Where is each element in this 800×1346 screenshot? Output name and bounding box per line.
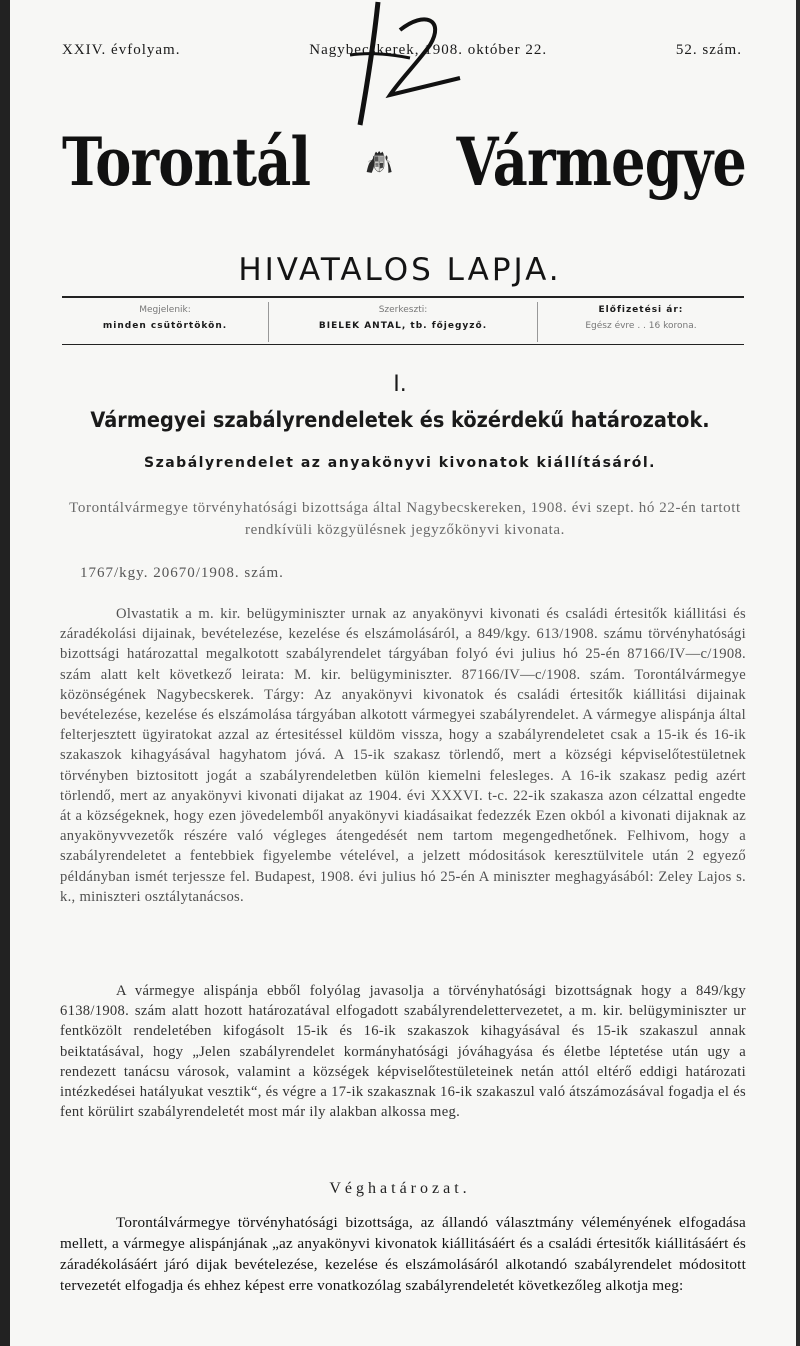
published-value: minden csütörtökön.	[102, 321, 228, 331]
editor-info	[268, 302, 537, 342]
masthead-subtitle: HIVATALOS LAPJA.	[238, 252, 562, 288]
final-decision-heading: Véghatározat.	[329, 1180, 471, 1197]
final-decision-paragraph: Torontálvármegye törvényhatósági bizottsága, az állandó választmány véleményének elfogadása mellett, a vármegye alispánjának „az anyakönyvi kivonatok kiállitásáért és a családi értesitők kiállitásáért és záradékolásáért járó dijak bevételezése, kezelése és elszámolásáról alkotandó szabályrendelet módositott tervezetét elfogadja és ehhez képest erre vonatkozólag szabályrendeletét következőleg alkotja meg:	[60, 1214, 746, 1294]
issue-number: 52. szám.	[675, 42, 742, 58]
article-subheading: Szabályrendelet az anyakönyvi kivonatok kiállításáról.	[144, 455, 656, 471]
editor-label: Szerkeszti:	[378, 305, 428, 315]
price-info	[537, 302, 744, 342]
price-value: Egész évre . . 16 korona.	[585, 321, 697, 331]
scan-edge-right	[796, 0, 800, 1346]
issue-info-line	[62, 42, 742, 59]
scan-edge-left	[0, 0, 10, 1346]
editor-value: BIELEK ANTAL, tb. főjegyző.	[318, 321, 488, 331]
header-rule-top	[62, 296, 744, 298]
meeting-intro: Torontálvármegye törvényhatósági bizottsága által Nagybecskereken, 1908. évi szept. hó 22-én tartott rendkívüli közgyülésnek jegyzőkönyvi kivonata.	[69, 500, 741, 538]
place-date: Nagybecskerek, 1908. október 22.	[309, 42, 548, 58]
proposal-paragraph: A vármegye alispánja ebből folyólag javasolja a törvényhatósági bizottságnak hogy a 849/kgy 6138/1908. szám alatt hozott határozatával elfogadott szabályrendelettervezetet, a m. kir. belügyminiszter ur fentközölt rendeletében kifogásolt 15-ik és 16-ik szakaszok kihagyásával és 15-ik szakaszul annak beiktatásával, hogy „Jelen szabályrendelet kormányhatósági jóváhagyása és életbe léptetése után ugy a rendezett tanácsu városok, valamint a községek képviselőtestületeinek netán attól eltérő eddigi határozati intézkedései hatályukat vesztik“, és végre a 17-ik szakasznak 16-ik szakaszul való átszámozásával fogadja el és fent körülirt szabályrendeletét most már ily alakban alkossa meg.	[60, 983, 746, 1121]
volume-label: XXIV. évfolyam.	[62, 42, 181, 58]
crest-text: II. J. M. T.	[375, 164, 383, 166]
section-heading: Vármegyei szabályrendeletek és közérdekű határozatok.	[90, 408, 710, 432]
masthead	[62, 92, 746, 232]
publication-info-bar	[62, 302, 744, 342]
section-number: I.	[393, 372, 407, 397]
reference-number: 1767/kgy. 20670/1908. szám.	[80, 565, 284, 581]
masthead-title-right: Vármegye	[456, 123, 746, 201]
price-label: Előfizetési ár:	[598, 305, 684, 315]
published-info	[62, 302, 268, 342]
coat-of-arms-icon	[365, 92, 393, 232]
masthead-title-left: Torontál	[62, 123, 311, 201]
minister-letter-paragraph: Olvastatik a m. kir. belügyminiszter urnak az anyakönyvi kivonati és családi értesitők kiállitási és záradékolási dijainak, bevételezése, kezelése és elszámolásáról, a 849/kgy. 613/1908. számu törvényhatósági bizottsági határozattal megalkotott szabályrendelet tárgyában folyó évi julius hó 25-én 87166/IV—c/1908. szám alatt kelt következő leirata: M. kir. belügyminiszter. 87166/IV—c/1908. szám. Torontálvármegye közönségének Nagybecskerek. Tárgy: Az anyakönyvi kivonatok és családi értesitők kiállitási dijainak bevételezése, kezelése és elszámolása tárgyában alkotott vármegyei szabályrendelet. A vármegye alispánja által felterjesztett ügyiratokat azzal az értesitéssel küldöm vissza, hogy a szabályrendeletet csak a 15-ik és 16-ik szakaszok kihagyásával hagyhatom jóvá. A 15-ik szakasz törlendő, mert a községi képviselőtestületnek törvényben biztositott jogát a szabályrendeletben külön kiemelni felesleges. A 16-ik szakasz pedig azért törlendő, mert az anyakönyvi kivonati dijakat az 1904. évi XXXVI. t-c. 22-ik szakasza azon célzattal engedte át a községeknek, hogy ezen jövedelemből anyakönyvi kiadásaikat fedezzék Ezen okból a kivonati dijaknak az anyakönyvvezetők részére való végleges átengedését nem tartom megengedhetőnek. Felhivom, hogy a szabályrendeletet a fentebbiek figyelembe vételével, a jelzett módositások keresztülvitele után 2 egyező példányban ismét terjessze fel. Budapest, 1908. évi julius hó 25-én A miniszter meghagyásából: Zeley Lajos s. k., miniszteri osztálytanácsos.	[60, 606, 746, 905]
header-rule-bottom	[62, 344, 744, 345]
published-label: Megjelenik:	[139, 305, 191, 315]
